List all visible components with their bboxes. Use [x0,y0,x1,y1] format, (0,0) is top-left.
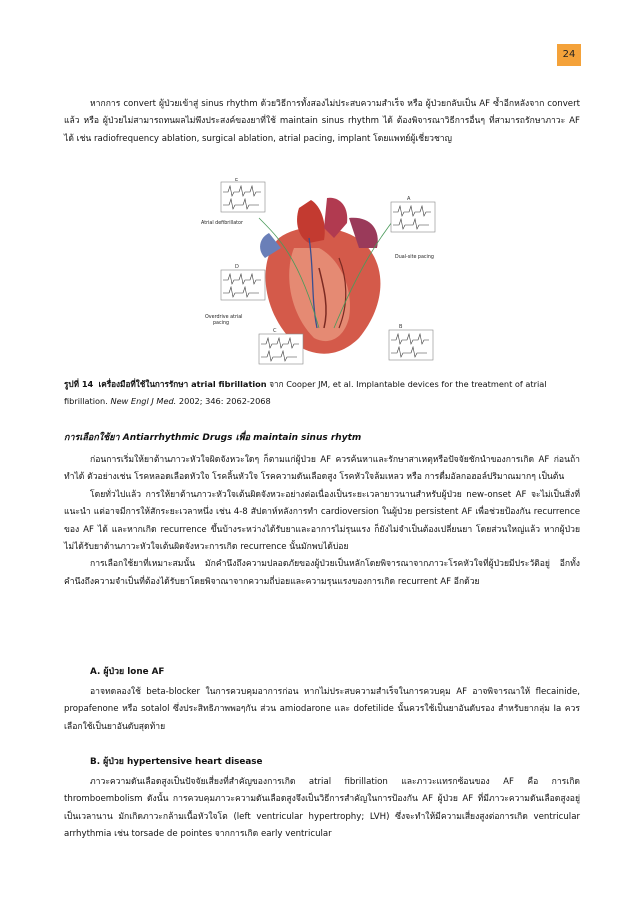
subsection-b-text: ภาวะความดันเลือดสูงเป็นปัจจัยเสี่ยงที่สำคัญของการเกิด atrial fibrillation และภาวะแทรกซ้อนของ AF คือ การเกิด thromboembolism ดังนั้น การควบคุมภาวะความดันเลือดสูงจึงเป็นวิธีการสำคัญในการป้องกัน AF ผู้ป่วย AF ที่มีภาวะความดันเลือดสูงอยู่เป็นเวลานาน มักเกิดภาวะกล้ามเนื้อหัวใจโต (left ventricular hypertrophy; LVH) ซึ่งจะทำให้มีความเสี่ยงสูงต่อการเกิด ventricular arrhythmia เช่น torsade de pointes จากการเกิด early ventricular [64,777,580,840]
ecg-box-e [221,178,265,212]
heart-device-figure [199,178,439,368]
caption-year: 2002; 346: 2062-2068 [178,396,271,406]
label-atrial-defibrillator: Atrial defibrillator [201,221,243,226]
label-dual-site-pacing: Dual-site pacing [395,255,434,260]
section-paragraph-3: การเลือกใช้ยาที่เหมาะสมนั้น มักคำนึงถึงความปลอดภัยของผู้ป่วยเป็นหลักโดยพิจารณาจากภาวะโรคหัวใจที่ผู้ป่วยมีประวัติอยู่ อีกทั้งคำนึงถึงความจำเป็นที่ต้องได้รับยาโดยพิจาณาจากความถี่บ่อยและความรุนแรงของการเกิด recurrent AF อีกด้วย [64,559,580,587]
caption-journal: New Engl J Med. [110,396,177,406]
label-b: B [399,324,403,330]
subsection-a-body [64,684,580,736]
label-overdrive-atrial: Overdrive atrial [205,315,243,320]
subsection-a-heading: A. ผู้ป่วย lone AF [90,667,165,677]
section-body [64,452,580,591]
caption-label: รูปที่ 14 [64,379,94,389]
label-c: C [273,328,277,334]
label-e: E [235,178,239,183]
intro-paragraph [64,96,580,148]
figure-caption [64,376,580,410]
caption-title: เครื่องมือที่ใช้ในการรักษา atrial fibrillation [98,379,267,389]
subsection-b-heading: B. ผู้ป่วย hypertensive heart disease [90,757,263,767]
intro-text: หากการ convert ผู้ป่วยเข้าสู่ sinus rhythm ด้วยวิธีการทั้งสองไม่ประสบความสำเร็จ หรือ ผู้ป่วยกลับเป็น AF ซ้ำอีกหลังจาก convert แล้ว หรือ ผู้ป่วยไม่สามารถทนผลไม่พึงประสงค์ของยาที่ใช้ maintain sinus rhythm ได้ ต้องพิจารณาวิธีการอื่นๆ ที่สามารถรักษาภาวะ AF ได้ เช่น radiofrequency ablation, surgical ablation, atrial pacing, implant โดยแพทย์ผู้เชี่ยวชาญ [64,99,580,144]
section-paragraph-2: โดยทั่วไปแล้ว การให้ยาต้านภาวะหัวใจเต้นผิดจังหวะอย่างต่อเนื่องเป็นระยะเวลายาวนานสำหรับผู้ป่วย new-onset AF จะไม่เป็นสิ่งที่แนะนำ แต่อาจมีการให้สักระยะเวลาหนึ่ง เช่น 4-8 สัปดาห์หลังการทำ cardioversion ในผู้ป่วย persistent AF เพื่อช่วยป้องกัน recurrence ของ AF ได้ และหากเกิด recurrence ขึ้นบ้างระหว่างได้รับยาและอาการไม่รุนแรง ก็ยังไม่จำเป็นต้องเปลี่ยนยา โดยส่วนใหญ่แล้ว หากผู้ป่วยไม่ได้รับยาต้านภาวะหัวใจเต้นผิดจังหวะการเกิด recurrence นั้นมักพบได้บ่อย [64,489,580,553]
label-pacing: pacing [213,321,230,326]
subsection-b-body [64,774,580,844]
label-d: D [235,264,239,270]
section-heading: การเลือกใช้ยา Antiarrhythmic Drugs เพื่อ maintain sinus rhytm [64,433,362,443]
label-a: A [407,196,411,202]
caption-source: จาก Cooper JM, et al. Implantable devices for the treatment of atrial fibrillation. [64,379,547,406]
subsection-a-text: อาจทดลองใช้ beta-blocker ในการควบคุมอาการก่อน หากไม่ประสบความสำเร็จในการควบคุม AF อาจพิจารณาให้ flecainide, propafenone หรือ sotalol ซึ่งประสิทธิภาพพอๆกัน ส่วน amiodarone และ dofetilide นั้นควรใช้เป็นยาอันดับรอง สำหรับยากลุ่ม Ia ควรเลือกใช้เป็นยาอันดับสุดท้าย [64,687,580,732]
page-number: 24 [557,44,581,66]
section-paragraph-1: ก่อนการเริ่มให้ยาต้านภาวะหัวใจผิดจังหวะใดๆ ก็ตามแก่ผู้ป่วย AF ควรค้นหาและรักษาสาเหตุหรือปัจจัยชักนำของการเกิด AF ก่อนถ้าทำได้ ตัวอย่างเช่น โรคหลอดเลือดหัวใจ โรคลิ้นหัวใจ โรคความดันเลือดสูง โรคหัวใจล้มเหลว หรือ การดื่มอัลกอฮอล์ปริมาณมากๆ เป็นต้น [64,455,580,483]
